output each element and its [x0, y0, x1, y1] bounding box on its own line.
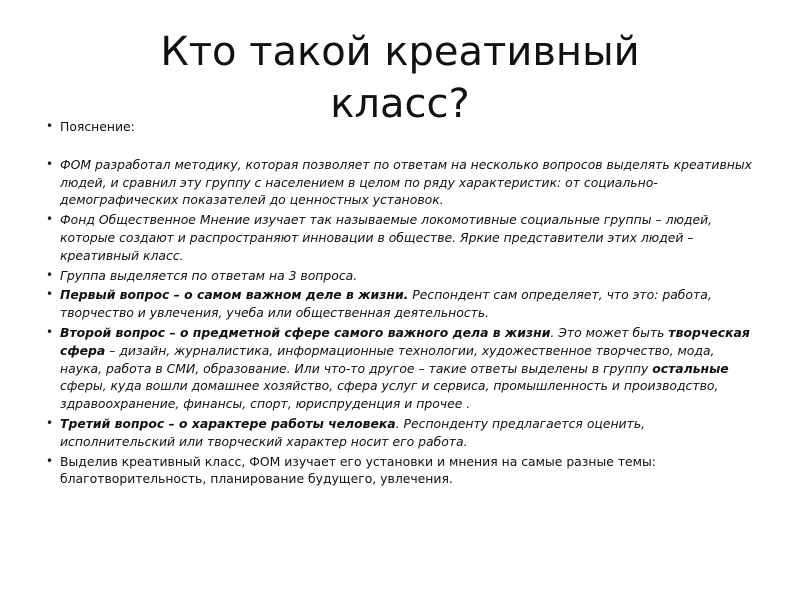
bullet-item — [46, 267, 758, 285]
slide-title-line1: Кто такой креативный — [160, 29, 640, 75]
bullet-bold-text: остальные — [652, 360, 729, 376]
bullet-text: – дизайн, журналистика, информационные технологии, художественное творчество, мода, наука, работа в СМИ, образование. Или что-то другое – такие ответы выделены в группу — [60, 342, 715, 376]
bullet-text: ФОМ разработал методику, которая позволяет по ответам на несколько вопросов выделять креативных людей, и сравнил эту группу с населением в целом по ряду характеристик: от социально-демографических показателей до ценностных установок. — [60, 156, 752, 208]
bullet-bold-text: Третий вопрос – о характере работы человека — [60, 415, 396, 431]
bullet-text: . Респонденту предлагается оценить, исполнительский или творческий характер носит его работа. — [60, 415, 646, 449]
bullet-bold-text: творческая сфера — [60, 324, 750, 358]
bullet-item — [46, 453, 758, 489]
bullet-bold-text: Второй вопрос – о предметной сфере самого важного дела в жизни — [60, 324, 551, 340]
bullet-text: сферы, куда вошли домашнее хозяйство, сфера услуг и сервиса, промышленность и производство, здравоохранение, финансы, спорт, юриспруденция и прочее . — [60, 378, 719, 412]
bullet-item — [46, 415, 758, 451]
bullet-list — [46, 118, 758, 490]
bullet-item — [46, 324, 758, 413]
bullet-text: Респондент сам определяет, что это: работа, творчество и увлечения, учеба или общественная деятельность. — [60, 287, 712, 321]
bullet-item — [46, 211, 758, 264]
bullet-text: Группа выделяется по ответам на 3 вопроса. — [60, 267, 358, 283]
bullet-item — [46, 286, 758, 322]
bullet-text: Выделив креативный класс, ФОМ изучает его установки и мнения на самые разные темы: благотворительность, планирование будущего, увлечения. — [60, 453, 656, 487]
bullet-item — [46, 118, 758, 136]
bullet-text: Фонд Общественное Мнение изучает так называемые локомотивные социальные группы – людей, которые создают и распространяют инновации в обществе. Яркие представители этих людей – креативный класс. — [60, 212, 713, 263]
slide-title-line2: класс? — [330, 81, 470, 127]
slide-title — [40, 26, 760, 130]
bullet-text: . Это может быть — [550, 324, 669, 340]
bullet-item — [46, 156, 758, 209]
bullet-bold-text: Первый вопрос – о самом важном деле в жизни. — [60, 287, 409, 303]
bullet-text: Пояснение: — [60, 119, 135, 134]
